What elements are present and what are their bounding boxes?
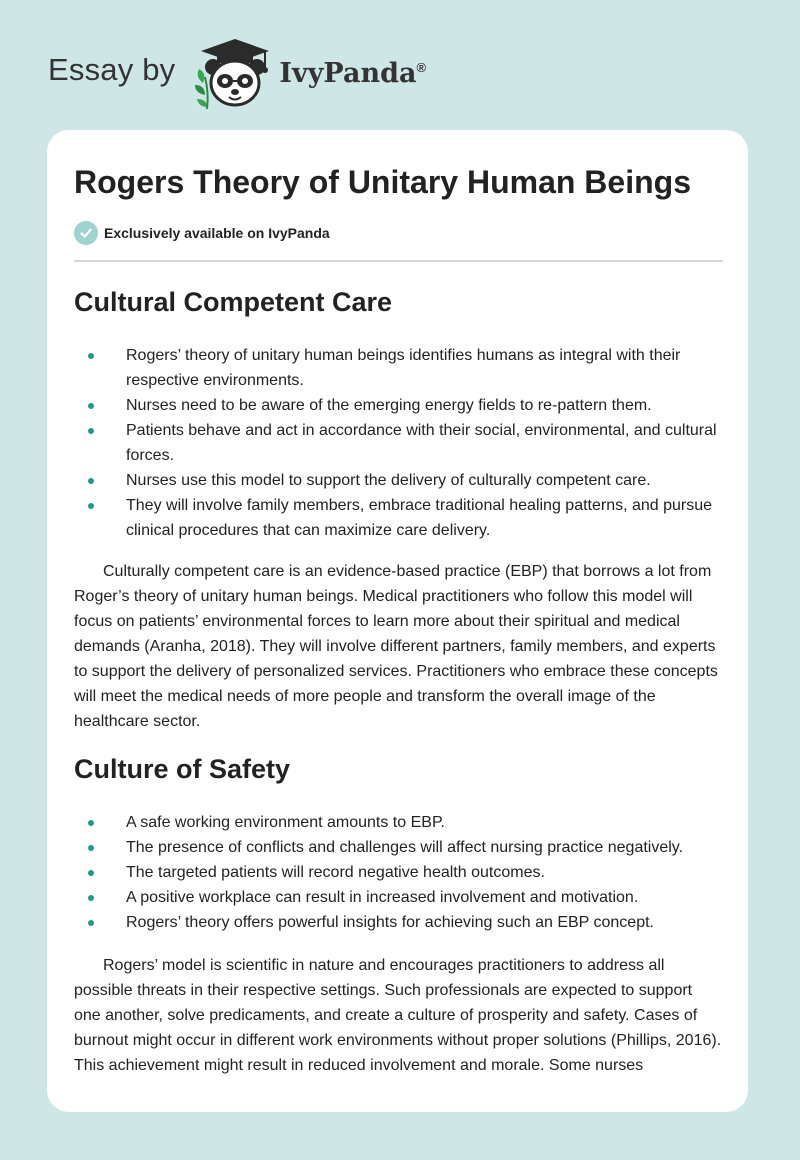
list-item: Nurses need to be aware of the emerging energy fields to re-pattern them. xyxy=(74,393,723,418)
bullet-list xyxy=(74,810,723,935)
bullet-icon xyxy=(88,503,94,509)
list-item: Rogers’ theory of unitary human beings identifies humans as integral with their respective environments. xyxy=(74,343,723,393)
section-heading: Culture of Safety xyxy=(74,754,291,784)
exclusive-badge-label: Exclusively available on IvyPanda xyxy=(104,225,330,241)
article-card xyxy=(47,130,748,1112)
list-item: The presence of conflicts and challenges will affect nursing practice negatively. xyxy=(74,835,723,860)
list-item: Rogers’ theory offers powerful insights for achieving such an EBP concept. xyxy=(74,910,723,935)
bullet-icon xyxy=(88,403,94,409)
bullet-icon xyxy=(88,478,94,484)
body-paragraph: Culturally competent care is an evidence-based practice (EBP) that borrows a lot from Roger’s theory of unitary human beings. Medical practitioners who follow this model will focus on patients’ environmental forces to learn more about their spiritual and medical demands (Aranha, 2018). They will involve different partners, family members, and experts to support the delivery of personalized services. Practitioners who embrace these concepts will meet the medical needs of more people and transform the overall image of the healthcare sector. xyxy=(74,563,718,730)
bullet-icon xyxy=(88,353,94,359)
brand-logo[interactable] xyxy=(48,34,426,114)
bullet-icon xyxy=(88,895,94,901)
bullet-list xyxy=(74,343,723,543)
divider xyxy=(74,260,723,262)
list-item: A positive workplace can result in increased involvement and motivation. xyxy=(74,885,723,910)
bullet-icon xyxy=(88,920,94,926)
bullet-icon xyxy=(88,428,94,434)
bullet-icon xyxy=(88,845,94,851)
section-heading: Cultural Competent Care xyxy=(74,287,393,317)
bullet-icon xyxy=(88,820,94,826)
exclusive-badge xyxy=(74,221,330,245)
brand-prefix: Essay by xyxy=(48,52,176,87)
brand-name: IvyPanda® xyxy=(279,57,427,89)
check-icon xyxy=(74,221,98,245)
list-item: A safe working environment amounts to EBP. xyxy=(74,810,723,835)
panda-logo-icon xyxy=(189,37,273,111)
list-item: They will involve family members, embrace traditional healing patterns, and pursue clinical procedures that can maximize care delivery. xyxy=(74,493,723,543)
article-title: Rogers Theory of Unitary Human Beings xyxy=(74,164,691,200)
bullet-icon xyxy=(88,870,94,876)
list-item: Nurses use this model to support the delivery of culturally competent care. xyxy=(74,468,723,493)
list-item: Patients behave and act in accordance with their social, environmental, and cultural forces. xyxy=(74,418,723,468)
body-paragraph: Rogers’ model is scientific in nature and encourages practitioners to address all possible threats in their respective settings. Such professionals are expected to support one another, solve predicaments, and create a culture of prosperity and safety. Cases of burnout might occur in different work environments without proper solutions (Phillips, 2016). This achievement might result in reduced involvement and morale. Some nurses xyxy=(74,957,722,1074)
list-item: The targeted patients will record negative health outcomes. xyxy=(74,860,723,885)
